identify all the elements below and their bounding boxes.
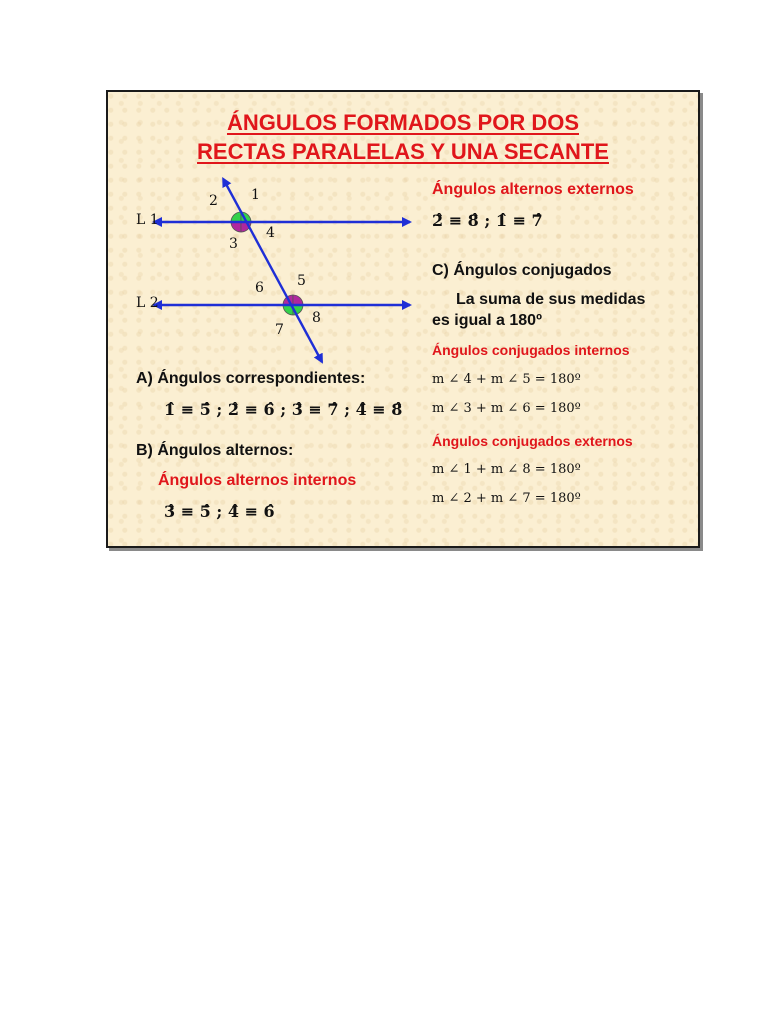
- section-b-equation: 3̂ ≡ 5̂ ; 4̂ ≡ 6̂: [164, 502, 275, 521]
- suma-line-1: La suma de sus medidas: [456, 291, 646, 308]
- title-line-1: ÁNGULOS FORMADOS POR DOS: [226, 110, 579, 135]
- angle-number-4: 4: [266, 225, 275, 241]
- angle-number-8: 8: [312, 310, 321, 326]
- alternos-externos-heading: Ángulos alternos externos: [432, 181, 634, 198]
- section-b-heading: B) Ángulos alternos:: [136, 442, 294, 459]
- line-label-l2: L 2: [136, 295, 159, 311]
- suma-line-2: es igual a 180º: [432, 312, 542, 329]
- conjugados-externos-heading: Ángulos conjugados externos: [432, 433, 633, 449]
- section-c-heading: C) Ángulos conjugados: [432, 262, 612, 279]
- line-label-l1: L 1: [136, 212, 159, 228]
- conjugados-internos-eq-1: m ∠ 4 + m ∠ 5 = 180º: [432, 372, 581, 387]
- angle-2-mark: [231, 212, 241, 222]
- angle-number-2: 2: [209, 193, 218, 209]
- angle-number-6: 6: [255, 280, 264, 296]
- angle-5-mark: [293, 295, 303, 305]
- conjugados-externos-eq-2: m ∠ 2 + m ∠ 7 = 180º: [432, 491, 581, 506]
- conjugados-internos-eq-2: m ∠ 3 + m ∠ 6 = 180º: [432, 401, 581, 416]
- angle-number-1: 1: [251, 187, 260, 203]
- angle-number-3: 3: [229, 236, 238, 252]
- angle-number-7: 7: [275, 322, 284, 338]
- alternos-externos-equation: 2̂ ≡ 8̂ ; 1̂ ≡ 7̂: [432, 211, 543, 230]
- angle-3-mark: [231, 222, 241, 232]
- conjugados-internos-heading: Ángulos conjugados internos: [432, 342, 630, 358]
- section-a-equation: 1̂ ≡ 5̂ ; 2̂ ≡ 6̂ ; 3̂ ≡ 7̂ ; 4̂ ≡ 8̂: [164, 400, 403, 419]
- section-b-subheading: Ángulos alternos internos: [158, 472, 357, 489]
- slide: [106, 90, 700, 548]
- secant-line: [226, 184, 322, 362]
- conjugados-externos-eq-1: m ∠ 1 + m ∠ 8 = 180º: [432, 462, 581, 477]
- section-a-heading: A) Ángulos correspondientes:: [136, 370, 366, 387]
- angle-number-5: 5: [297, 273, 306, 289]
- title-line-2: RECTAS PARALELAS Y UNA SECANTE: [197, 139, 609, 164]
